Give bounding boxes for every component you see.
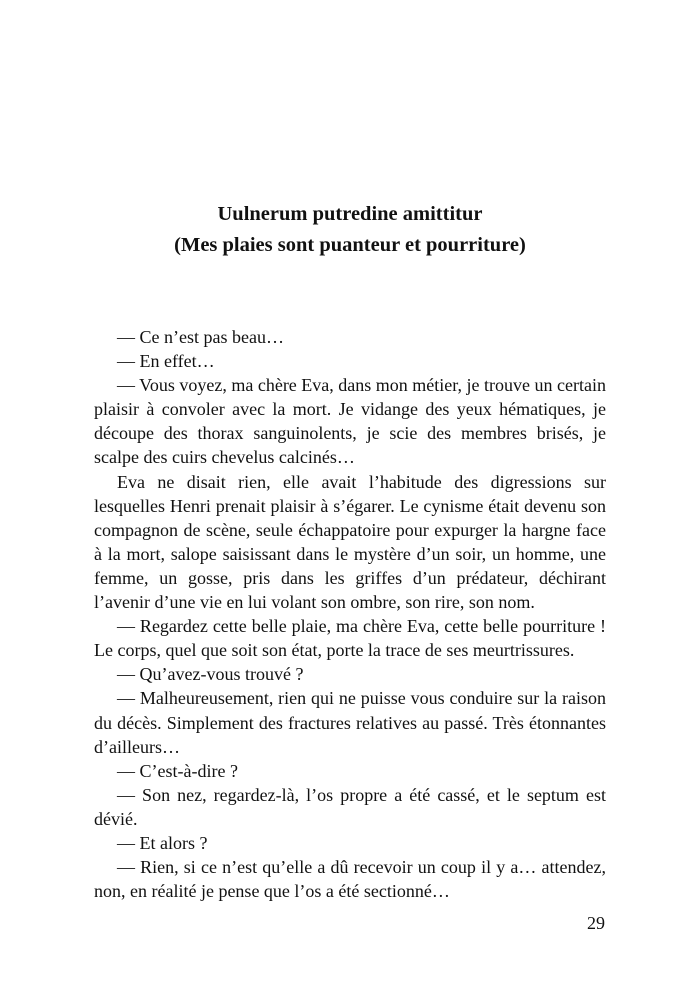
chapter-title-latin: Uulnerum putredine amittitur (217, 203, 483, 225)
paragraph: — Son nez, regardez-là, l’os propre a été cassé, et le septum est dévié. (94, 784, 606, 829)
chapter-title (94, 199, 606, 261)
paragraph: — Et alors ? (117, 832, 208, 853)
paragraph: — Rien, si ce n’est qu’elle a dû recevoir un coup il y a… attendez, non, en réalité je pense que l’os a été sectionné… (94, 857, 606, 902)
paragraph: — En effet… (117, 351, 215, 372)
paragraph: — Ce n’est pas beau… (117, 327, 284, 347)
paragraph: Eva ne disait rien, elle avait l’habitude des digressions sur lesquelles Henri prenait plaisir à s’égarer. Le cynisme était devenu son compagnon de scène, seule échappatoire pour expurger la hargne face à la mort, salope saisissant dans le mystère d’un soir, un homme, une femme, un gosse, pris dans les griffes d’un prédateur, déchirant l’avenir d’une vie en lui volant son ombre, son rire, son nom. (94, 471, 606, 613)
paragraph: — Vous voyez, ma chère Eva, dans mon métier, je trouve un certain plaisir à convoler avec la mort. Je vidange des yeux hématiques, je découpe des thorax sanguinolents, je scie des membres brisés, je scalpe des cuirs chevelus calcinés… (94, 375, 606, 468)
paragraph: — Qu’avez-vous trouvé ? (117, 664, 304, 685)
paragraph: — C’est-à-dire ? (117, 760, 238, 781)
paragraph: — Regardez cette belle plaie, ma chère Eva, cette belle pourriture ! Le corps, quel que soit son état, porte la trace de ses meurtrissures. (94, 616, 606, 661)
chapter-title-french: (Mes plaies sont puanteur et pourriture) (174, 234, 526, 256)
paragraph: — Malheureusement, rien qui ne puisse vous conduire sur la raison du décès. Simplement des fractures relatives au passé. Très étonnantes d’ailleurs… (94, 688, 606, 757)
chapter-body (94, 325, 606, 903)
page-number: 29 (587, 913, 605, 933)
